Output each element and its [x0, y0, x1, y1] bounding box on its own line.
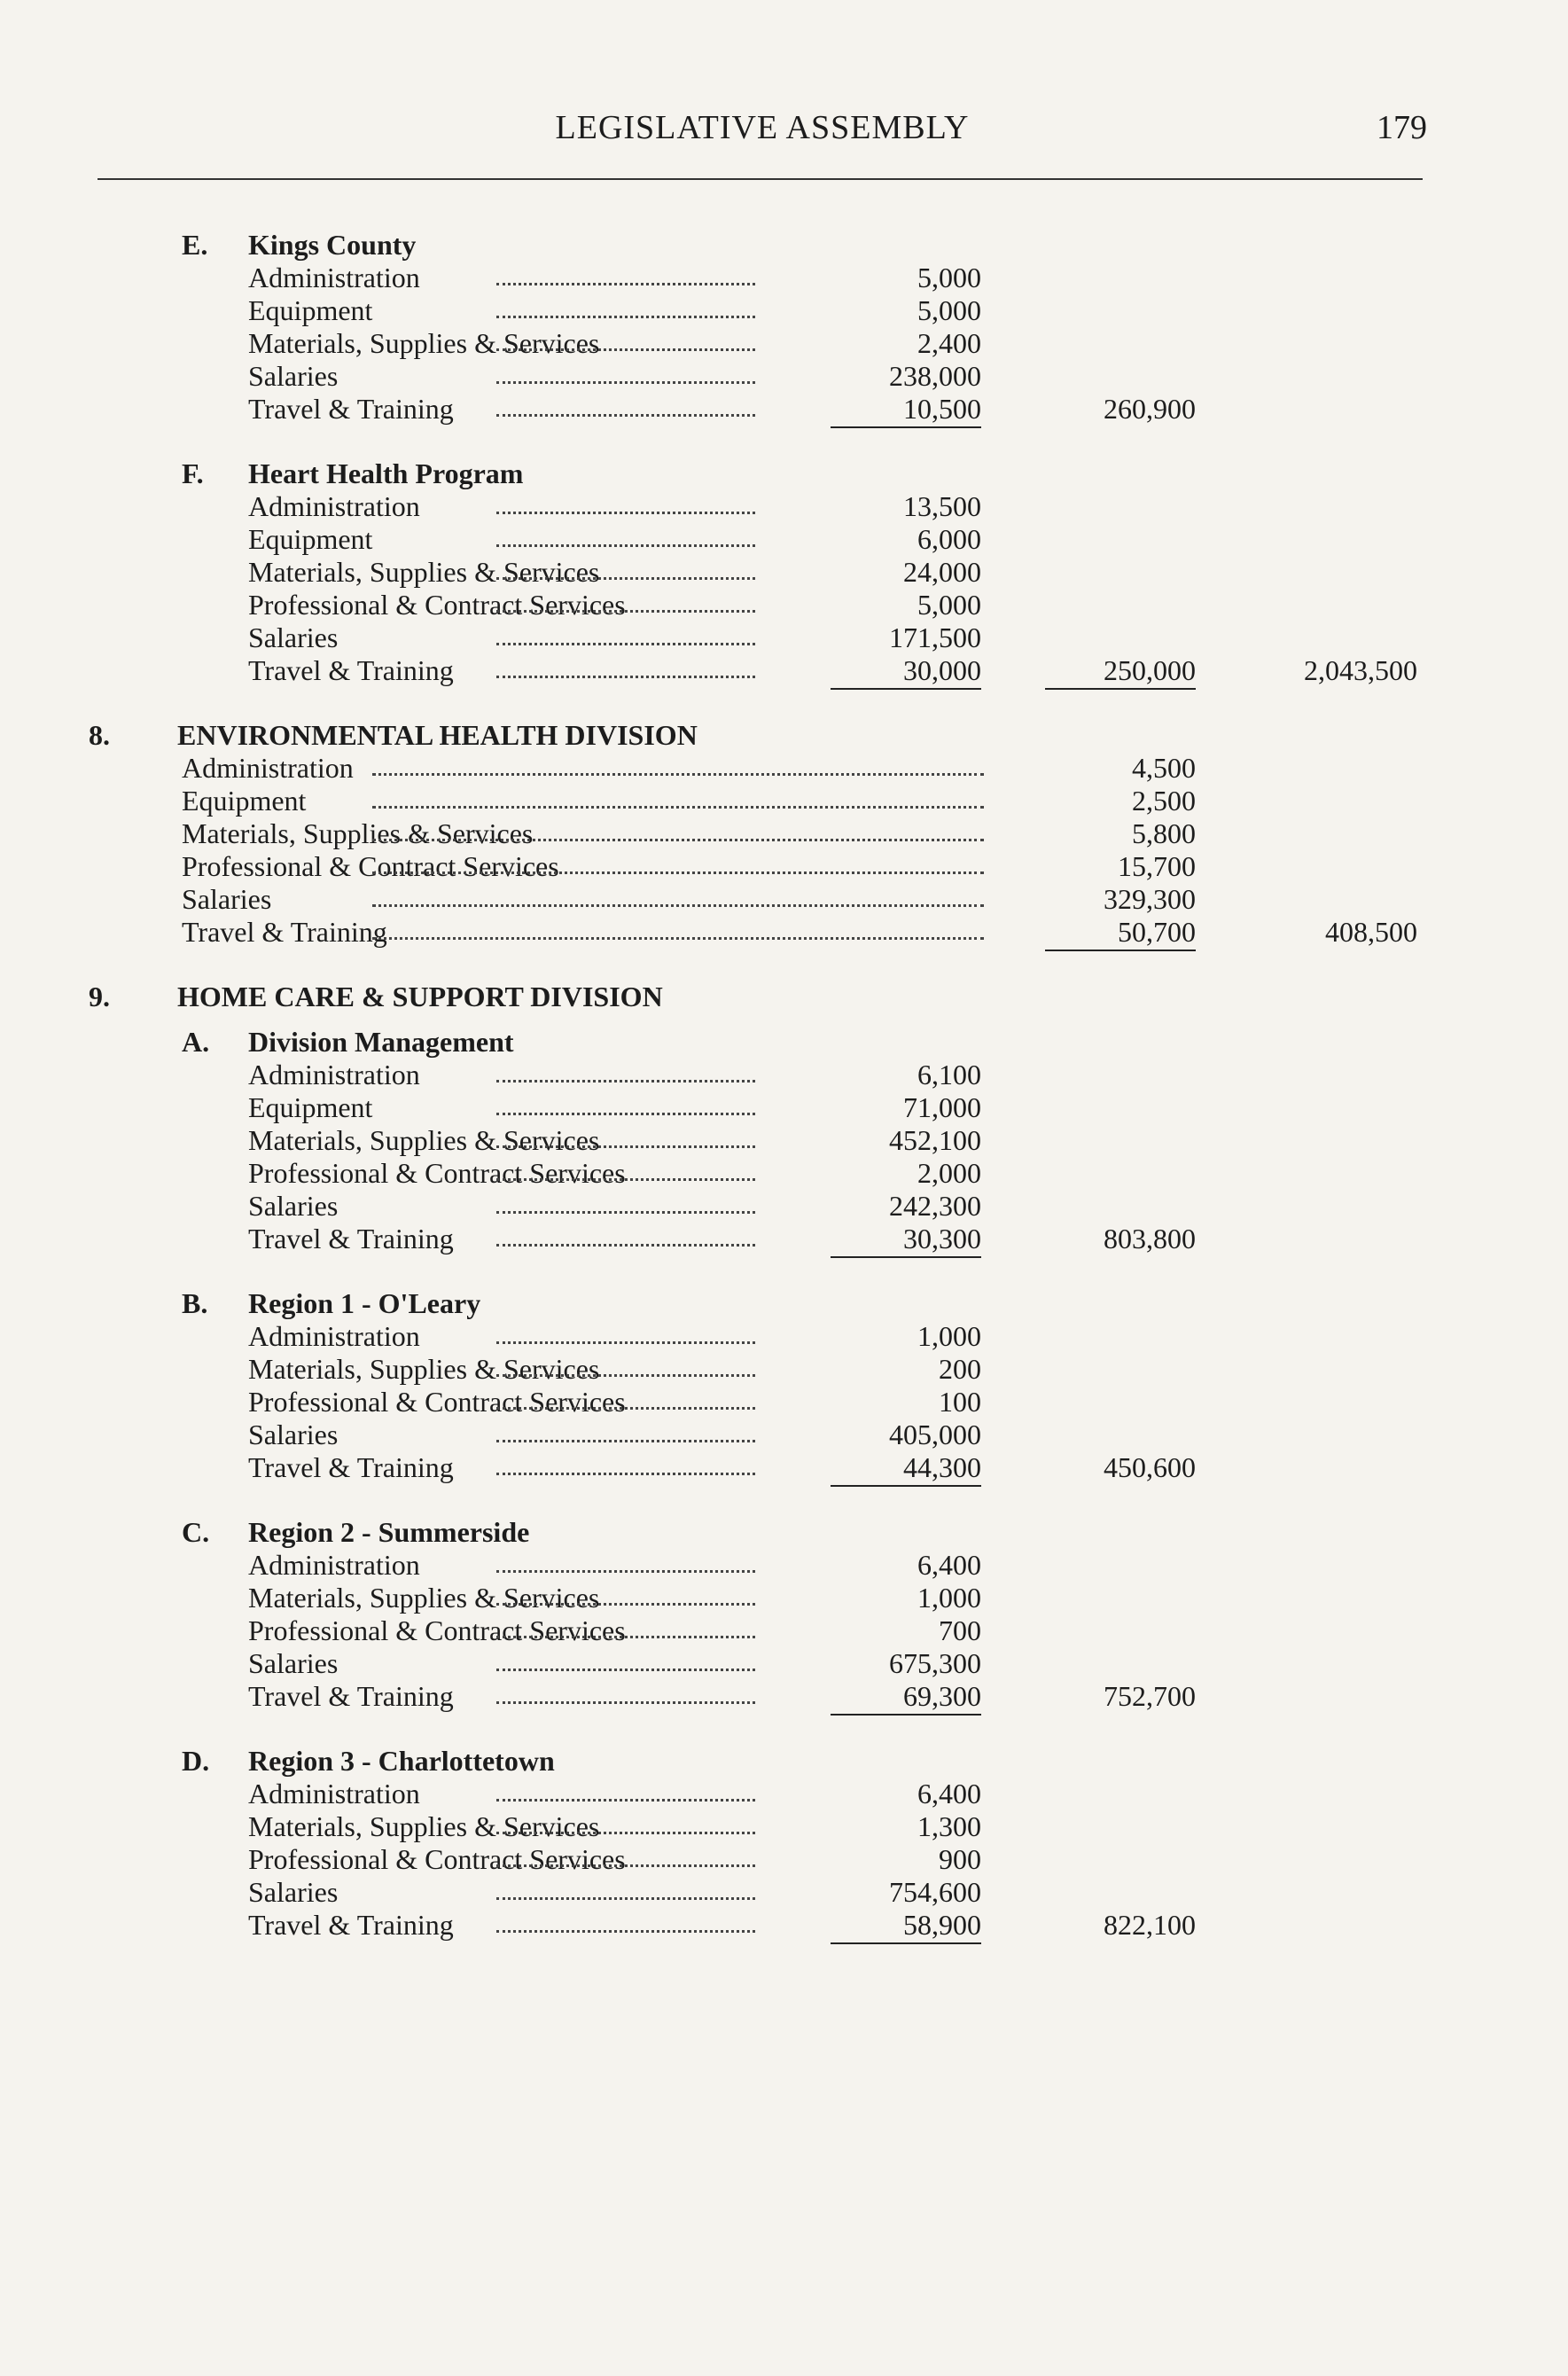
line-item-amount: 6,400 — [917, 1778, 981, 1809]
line-item-label: Professional & Contract Services — [248, 1614, 626, 1646]
line-item-amount: 700 — [939, 1614, 981, 1646]
line-item-label: Equipment — [182, 785, 307, 817]
subsection-block — [0, 1745, 1568, 1942]
line-item-label: Equipment — [248, 1091, 373, 1123]
dot-leader — [496, 1341, 755, 1344]
line-item — [0, 1353, 1568, 1386]
subsection-letter: E. — [182, 229, 208, 261]
line-item — [0, 916, 1568, 949]
spacer — [0, 1013, 1568, 1026]
line-item-amount: 5,000 — [917, 294, 981, 326]
subsection-title: Region 2 - Summerside — [248, 1516, 530, 1548]
line-item — [0, 360, 1568, 393]
subsection-title: Heart Health Program — [248, 457, 524, 489]
line-item-amount: 2,000 — [917, 1157, 981, 1189]
line-item-label: Travel & Training — [248, 1680, 454, 1712]
line-item — [0, 1091, 1568, 1124]
line-item-amount: 405,000 — [889, 1419, 981, 1450]
dot-leader — [496, 544, 755, 547]
line-item-label: Travel & Training — [248, 1223, 454, 1254]
subsection-block — [0, 457, 1568, 687]
spacer — [0, 426, 1568, 457]
page-header — [98, 108, 1427, 152]
dot-leader — [496, 577, 755, 580]
line-item — [0, 1876, 1568, 1909]
line-item — [0, 523, 1568, 556]
dot-leader — [496, 1113, 755, 1115]
dot-leader — [496, 1701, 755, 1704]
line-item — [0, 1190, 1568, 1223]
line-item-label: Salaries — [248, 1419, 339, 1450]
line-item-label: Salaries — [248, 360, 339, 392]
line-item — [0, 262, 1568, 294]
line-item — [0, 883, 1568, 916]
line-item — [0, 1778, 1568, 1810]
line-item-label: Professional & Contract Services — [248, 1843, 626, 1875]
line-item — [0, 1419, 1568, 1451]
dot-leader — [496, 1080, 755, 1082]
line-item-amount: 1,000 — [917, 1320, 981, 1352]
dot-leader — [496, 1799, 755, 1802]
subsection-letter: B. — [182, 1287, 208, 1319]
line-item-label: Professional & Contract Services — [182, 850, 559, 882]
line-item-amount: 754,600 — [889, 1876, 981, 1908]
line-item — [0, 490, 1568, 523]
dot-leader — [496, 348, 755, 351]
line-item — [0, 1680, 1568, 1713]
line-item-amount: 1,000 — [917, 1582, 981, 1614]
dot-leader — [496, 1636, 755, 1638]
line-item — [0, 1614, 1568, 1647]
line-item — [0, 1647, 1568, 1680]
line-item — [0, 1386, 1568, 1419]
dot-leader — [372, 904, 984, 907]
page-title: LEGISLATIVE ASSEMBLY — [555, 109, 970, 146]
line-item — [0, 1451, 1568, 1484]
dot-leader — [496, 1897, 755, 1900]
line-item-amount: 5,000 — [917, 262, 981, 293]
line-item — [0, 1843, 1568, 1876]
line-item-amount: 171,500 — [889, 621, 981, 653]
subsection-title: Region 3 - Charlottetown — [248, 1745, 555, 1777]
line-item-amount: 58,900 — [831, 1909, 981, 1944]
subsection-letter: C. — [182, 1516, 210, 1548]
line-item — [0, 556, 1568, 589]
division-heading — [0, 981, 1568, 1013]
division-block — [0, 981, 1568, 1013]
dot-leader — [496, 414, 755, 417]
spacer — [0, 949, 1568, 981]
dot-leader — [496, 1244, 755, 1247]
dot-leader — [496, 1603, 755, 1606]
spacer — [0, 1942, 1568, 1973]
line-item-amount: 10,500 — [831, 393, 981, 428]
section-total: 2,043,500 — [1304, 654, 1417, 686]
line-item-amount: 15,700 — [1118, 850, 1196, 882]
spacer — [0, 687, 1568, 719]
line-item-label: Administration — [248, 490, 420, 522]
line-item-amount: 4,500 — [1132, 752, 1196, 784]
line-item — [0, 850, 1568, 883]
subsection-subtotal: 803,800 — [1104, 1223, 1196, 1254]
subsection-heading — [0, 1516, 1568, 1549]
division-title: ENVIRONMENTAL HEALTH DIVISION — [177, 719, 698, 751]
line-item-label: Professional & Contract Services — [248, 1386, 626, 1418]
line-item — [0, 654, 1568, 687]
subsection-subtotal: 822,100 — [1104, 1909, 1196, 1941]
line-item-label: Travel & Training — [248, 654, 454, 686]
subsection-heading — [0, 229, 1568, 262]
subsection-block — [0, 1026, 1568, 1255]
line-item-amount: 50,700 — [1045, 916, 1196, 951]
dot-leader — [496, 1570, 755, 1573]
line-item-label: Salaries — [248, 1876, 339, 1908]
spacer — [0, 1484, 1568, 1516]
line-item-amount: 452,100 — [889, 1124, 981, 1156]
subsection-heading — [0, 457, 1568, 490]
subsection-block — [0, 1516, 1568, 1713]
line-item-label: Materials, Supplies & Services — [248, 1582, 600, 1614]
line-item-label: Salaries — [248, 1190, 339, 1222]
subsection-block — [0, 229, 1568, 426]
dot-leader — [496, 316, 755, 318]
dot-leader — [496, 512, 755, 514]
subsection-title: Kings County — [248, 229, 417, 261]
subsection-block — [0, 1287, 1568, 1484]
line-item-amount: 5,800 — [1132, 817, 1196, 849]
subsection-subtotal: 260,900 — [1104, 393, 1196, 425]
line-item — [0, 1810, 1568, 1843]
division-number: 9. — [89, 981, 110, 1012]
dot-leader — [496, 283, 755, 285]
subsection-subtotal: 752,700 — [1104, 1680, 1196, 1712]
line-item-label: Materials, Supplies & Services — [248, 1353, 600, 1385]
dot-leader — [496, 1473, 755, 1475]
dot-leader — [496, 1145, 755, 1148]
line-item — [0, 1909, 1568, 1942]
subsection-title: Region 1 - O'Leary — [248, 1287, 481, 1319]
line-item-label: Materials, Supplies & Services — [248, 327, 600, 359]
line-item-label: Travel & Training — [248, 1451, 454, 1483]
line-item-amount: 44,300 — [831, 1451, 981, 1487]
line-item-amount: 2,500 — [1132, 785, 1196, 817]
line-item-amount: 30,000 — [831, 654, 981, 690]
line-item-label: Travel & Training — [248, 1909, 454, 1941]
page-number: 179 — [1377, 109, 1427, 146]
line-item — [0, 817, 1568, 850]
dot-leader — [372, 773, 984, 776]
line-item — [0, 589, 1568, 621]
line-item-amount: 200 — [939, 1353, 981, 1385]
dot-leader — [372, 937, 984, 940]
line-item-label: Administration — [248, 1059, 420, 1090]
line-item-label: Equipment — [248, 523, 373, 555]
dot-leader — [496, 1832, 755, 1834]
division-heading — [0, 719, 1568, 752]
line-item-amount: 900 — [939, 1843, 981, 1875]
line-item-amount: 242,300 — [889, 1190, 981, 1222]
line-item-label: Administration — [248, 1778, 420, 1809]
line-item-amount: 6,100 — [917, 1059, 981, 1090]
line-item-label: Materials, Supplies & Services — [248, 1810, 600, 1842]
subsection-title: Division Management — [248, 1026, 514, 1058]
division-block — [0, 719, 1568, 949]
subsection-heading — [0, 1745, 1568, 1778]
line-item — [0, 1582, 1568, 1614]
header-divider — [98, 178, 1423, 180]
line-item — [0, 1320, 1568, 1353]
division-number: 8. — [89, 719, 110, 751]
subsection-subtotal: 450,600 — [1104, 1451, 1196, 1483]
line-item-amount: 2,400 — [917, 327, 981, 359]
line-item — [0, 294, 1568, 327]
line-item — [0, 327, 1568, 360]
line-item-amount: 100 — [939, 1386, 981, 1418]
line-item — [0, 785, 1568, 817]
budget-estimates — [0, 229, 1568, 1973]
line-item — [0, 393, 1568, 426]
dot-leader — [496, 1440, 755, 1442]
dot-leader — [496, 676, 755, 678]
dot-leader — [496, 643, 755, 645]
subsection-letter: F. — [182, 457, 204, 489]
line-item — [0, 752, 1568, 785]
line-item-amount: 71,000 — [903, 1091, 981, 1123]
line-item-amount: 30,300 — [831, 1223, 981, 1258]
spacer — [0, 1255, 1568, 1287]
line-item-label: Professional & Contract Services — [248, 1157, 626, 1189]
dot-leader — [372, 839, 984, 841]
line-item-label: Professional & Contract Services — [248, 589, 626, 621]
line-item-amount: 24,000 — [903, 556, 981, 588]
line-item-amount: 69,300 — [831, 1680, 981, 1716]
line-item — [0, 1223, 1568, 1255]
line-item — [0, 1549, 1568, 1582]
subsection-heading — [0, 1026, 1568, 1059]
line-item-label: Salaries — [248, 621, 339, 653]
line-item — [0, 1124, 1568, 1157]
line-item-amount: 1,300 — [917, 1810, 981, 1842]
line-item-label: Travel & Training — [248, 393, 454, 425]
line-item-label: Materials, Supplies & Services — [248, 556, 600, 588]
line-item-label: Administration — [182, 752, 354, 784]
dot-leader — [496, 1930, 755, 1933]
line-item — [0, 621, 1568, 654]
dot-leader — [496, 1211, 755, 1214]
line-item-label: Salaries — [248, 1647, 339, 1679]
line-item-amount: 6,000 — [917, 523, 981, 555]
line-item — [0, 1157, 1568, 1190]
subsection-subtotal: 250,000 — [1045, 654, 1196, 690]
dot-leader — [496, 610, 755, 613]
line-item-label: Administration — [248, 262, 420, 293]
dot-leader — [496, 1178, 755, 1181]
line-item-label: Travel & Training — [182, 916, 387, 948]
dot-leader — [496, 1407, 755, 1410]
division-title: HOME CARE & SUPPORT DIVISION — [177, 981, 663, 1012]
dot-leader — [496, 1374, 755, 1377]
dot-leader — [496, 1864, 755, 1867]
dot-leader — [372, 806, 984, 809]
line-item-label: Equipment — [248, 294, 373, 326]
line-item-amount: 238,000 — [889, 360, 981, 392]
line-item-amount: 675,300 — [889, 1647, 981, 1679]
dot-leader — [372, 871, 984, 874]
line-item-amount: 5,000 — [917, 589, 981, 621]
dot-leader — [496, 1669, 755, 1671]
line-item-label: Administration — [248, 1549, 420, 1581]
line-item-amount: 13,500 — [903, 490, 981, 522]
line-item-amount: 6,400 — [917, 1549, 981, 1581]
division-total: 408,500 — [1325, 916, 1417, 948]
subsection-heading — [0, 1287, 1568, 1320]
dot-leader — [496, 381, 755, 384]
line-item-amount: 329,300 — [1104, 883, 1196, 915]
line-item-label: Salaries — [182, 883, 272, 915]
line-item-label: Materials, Supplies & Services — [182, 817, 534, 849]
subsection-letter: A. — [182, 1026, 210, 1058]
line-item — [0, 1059, 1568, 1091]
spacer — [0, 1713, 1568, 1745]
subsection-letter: D. — [182, 1745, 210, 1777]
line-item-label: Materials, Supplies & Services — [248, 1124, 600, 1156]
line-item-label: Administration — [248, 1320, 420, 1352]
